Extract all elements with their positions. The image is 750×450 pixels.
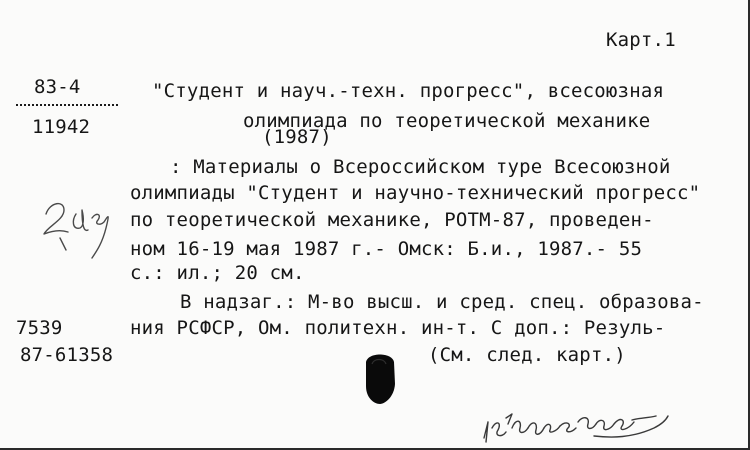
inventory-number: 7539 — [16, 317, 63, 339]
see-next-card: (См. след. карт.) — [428, 344, 626, 366]
title-line-3: (1987) — [262, 126, 332, 148]
title-line-1: "Студент и науч.-техн. прогресс", всесоюзная — [152, 80, 665, 102]
registration-number: 87-61358 — [20, 344, 114, 366]
description-line-5: с.: ил.; 20 см. — [130, 262, 305, 284]
note-line-2: ния РСФСР, Ом. политехн. ин-т. С доп.: Резуль- — [130, 317, 666, 339]
handwritten-copies-mark — [36, 192, 126, 266]
note-line-1: В надзаг.: М-во высш. и сред. спец. образова- — [180, 291, 704, 313]
description-line-1: : Материалы о Всероссийском туре Всесоюзной — [170, 156, 671, 178]
title-line-2: олимпиада по теоретической механике — [243, 110, 651, 132]
handwritten-scribble — [482, 398, 672, 448]
description-line-3: по теоретической механике, РОТМ-87, проведен- — [130, 209, 654, 231]
description-line-4: ном 16-19 мая 1987 г.- Омск: Б.и., 1987.- 55 — [130, 238, 643, 260]
description-line-2: олимпиады "Студент и научно-технический прогресс" — [130, 182, 701, 204]
shelf-number: 11942 — [32, 116, 91, 138]
card-number: Карт.1 — [606, 29, 676, 51]
shelf-mark-divider — [16, 104, 118, 106]
shelf-mark: 83-4 — [34, 76, 81, 98]
punch-hole — [362, 350, 398, 406]
